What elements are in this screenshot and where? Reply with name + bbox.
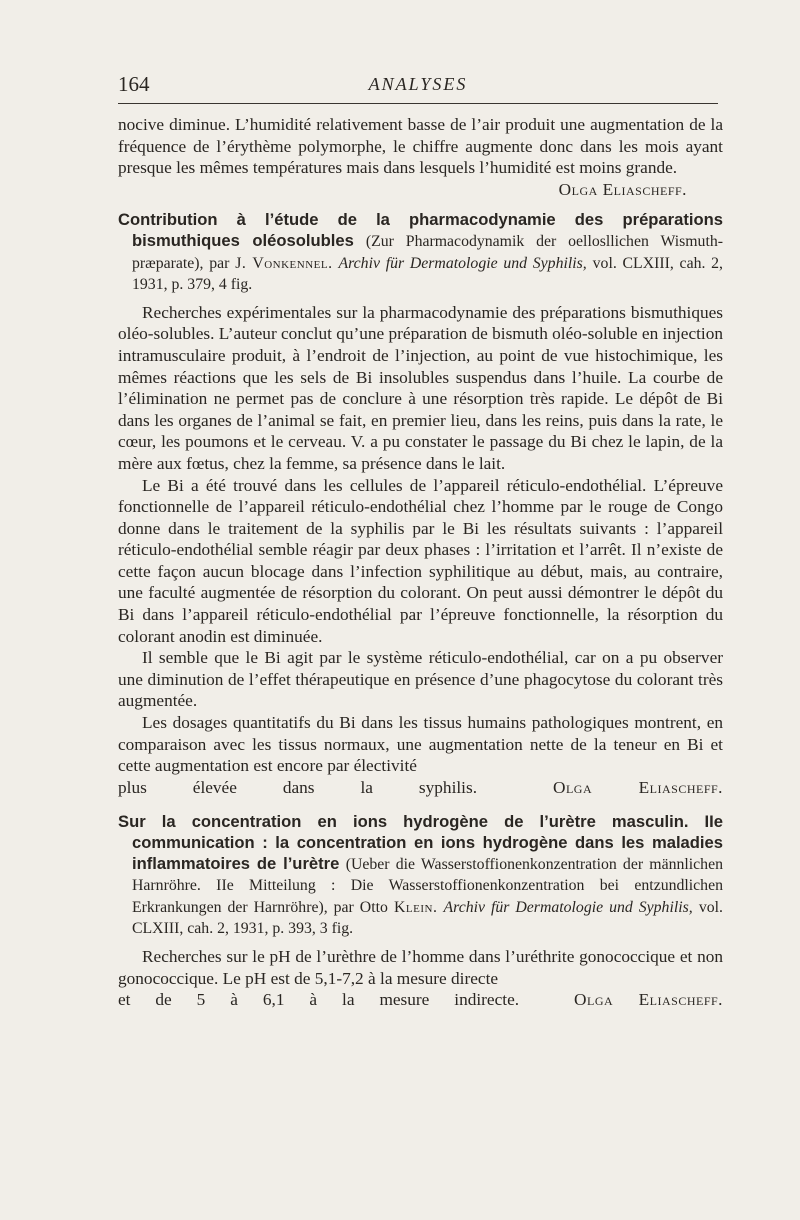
article0-signature: Olga Eliascheff. bbox=[558, 179, 687, 199]
article1-paragraph-1: Recherches expérimentales sur la pharmacodynamie des préparations bismuthiques oléo-solubles. L’auteur conclut qu’une préparation de bismuth oléo-soluble en injection intramusculaire produit, à l’endroit de l’injection, au point de vue histochimique, les mêmes réactions que les sels de Bi insolubles suspendus dans l’huile. La courbe de l’élimination ne permet pas de conclure à une résorption très rapide. Le dépôt de Bi dans les organes de l’animal se fait, en premier lieu, dans les reins, puis dans la rate, le cœur, les poumons et le cerveau. V. a pu constater le passage du Bi chez le lapin, de la mère aux fœtus, chez la femme, sa présence dans le lait. bbox=[118, 302, 724, 473]
header-rule bbox=[118, 103, 718, 104]
article2-paragraph: Recherches sur le pH de l’urèthre de l’homme dans l’uréthrite gonococcique et non gonococcique. Le pH est de 5,1-7,2 à la mesure directe bbox=[118, 946, 723, 988]
article2-last-line-text: et de 5 à 6,1 à la mesure indirecte. bbox=[118, 990, 520, 1010]
article2-title-german: (Ueber die Wasserstoffionenkonzentration der männlichen Harnröhre. IIe Mitteilung : Die Wasserstoffionenkonzentration bei entzundlichen Erkrankungen der Harnröhre), par Otto bbox=[132, 855, 723, 916]
article2-title-bold: Sur la concentration en ions hydrogène de l’urètre masculin. IIe communication : la concentration en ions hydrogène dans les maladies inflammatoires de l’urètre bbox=[118, 812, 723, 873]
article1-last-line bbox=[118, 777, 723, 799]
running-title: ANALYSES bbox=[368, 74, 468, 94]
article1-signature: Olga Eliascheff. bbox=[553, 777, 723, 797]
article2-signature: Olga Eliascheff. bbox=[574, 990, 723, 1010]
page-header bbox=[118, 70, 718, 100]
article1-journal: Archiv für Dermatologie und Syphilis, bbox=[338, 254, 587, 272]
article2-last-line bbox=[118, 989, 723, 1011]
page-number: 164 bbox=[118, 72, 150, 96]
article1-title-bold: Contribution à l’étude de la pharmacodynamie des préparations bismuthiques oléosolubles bbox=[118, 210, 723, 250]
article1-paragraph-3: Il semble que le Bi agit par le système réticulo-endothélial, car on a pu observer une diminution de l’effet thérapeutique en présence d’une phagocytose du colorant très augmentée. bbox=[118, 648, 723, 711]
article1-ref: vol. CLXIII, cah. 2, 1931, p. 379, 4 fig. bbox=[132, 254, 724, 294]
page-body bbox=[118, 114, 723, 1011]
article2-ref: vol. CLXIII, cah. 2, 1931, p. 393, 3 fig. bbox=[132, 898, 723, 938]
article2-author: Klein. bbox=[393, 898, 438, 916]
article2-journal: Archiv für Dermatologie und Syphilis, bbox=[443, 898, 693, 916]
article1-paragraph-4: Les dosages quantitatifs du Bi dans les tissus humains pathologiques montrent, en comparaison avec les tissus normaux, une augmentation nette de la teneur en Bi et cette augmentation est encore par électivité bbox=[118, 713, 723, 776]
article1-title bbox=[118, 210, 723, 295]
article1-last-line-text: plus élevée dans la syphilis. bbox=[118, 777, 478, 797]
article1-title-german: (Zur Pharmacodynamik der oellosllichen Wismuth-præparate), par bbox=[132, 232, 723, 272]
article0-text: nocive diminue. L’humidité relativement basse de l’air produit une augmentation de la fréquence de l’érythème polymorphe, le chiffre augmente donc dans les mois ayant presque les mêmes températures mais dans lesquels l’humidité est moins grande. bbox=[118, 115, 723, 178]
article2-title bbox=[118, 812, 723, 940]
article1-paragraph-2: Le Bi a été trouvé dans les cellules de l’appareil réticulo-endothélial. L’épreuve fonctionnelle de l’appareil réticulo-endothélial chez l’homme par le rouge de Congo donne dans le traitement de la syphilis par le Bi les résultats suivants : l’appareil réticulo-endothélial semble réagir par deux phases : l’irritation et l’arrêt. Il n’existe de cette façon aucun blocage dans l’infection syphilitique au début, mais, au contraire, une faculté augmentée de résorption du colorant. On peut aussi démontrer le dépôt du Bi dans l’appareil réticulo-endothélial par l’épreuve fonctionnelle, la résorption du colorant anodin est diminuée. bbox=[118, 475, 723, 646]
article1-author: J. Vonkennel. bbox=[235, 254, 333, 272]
